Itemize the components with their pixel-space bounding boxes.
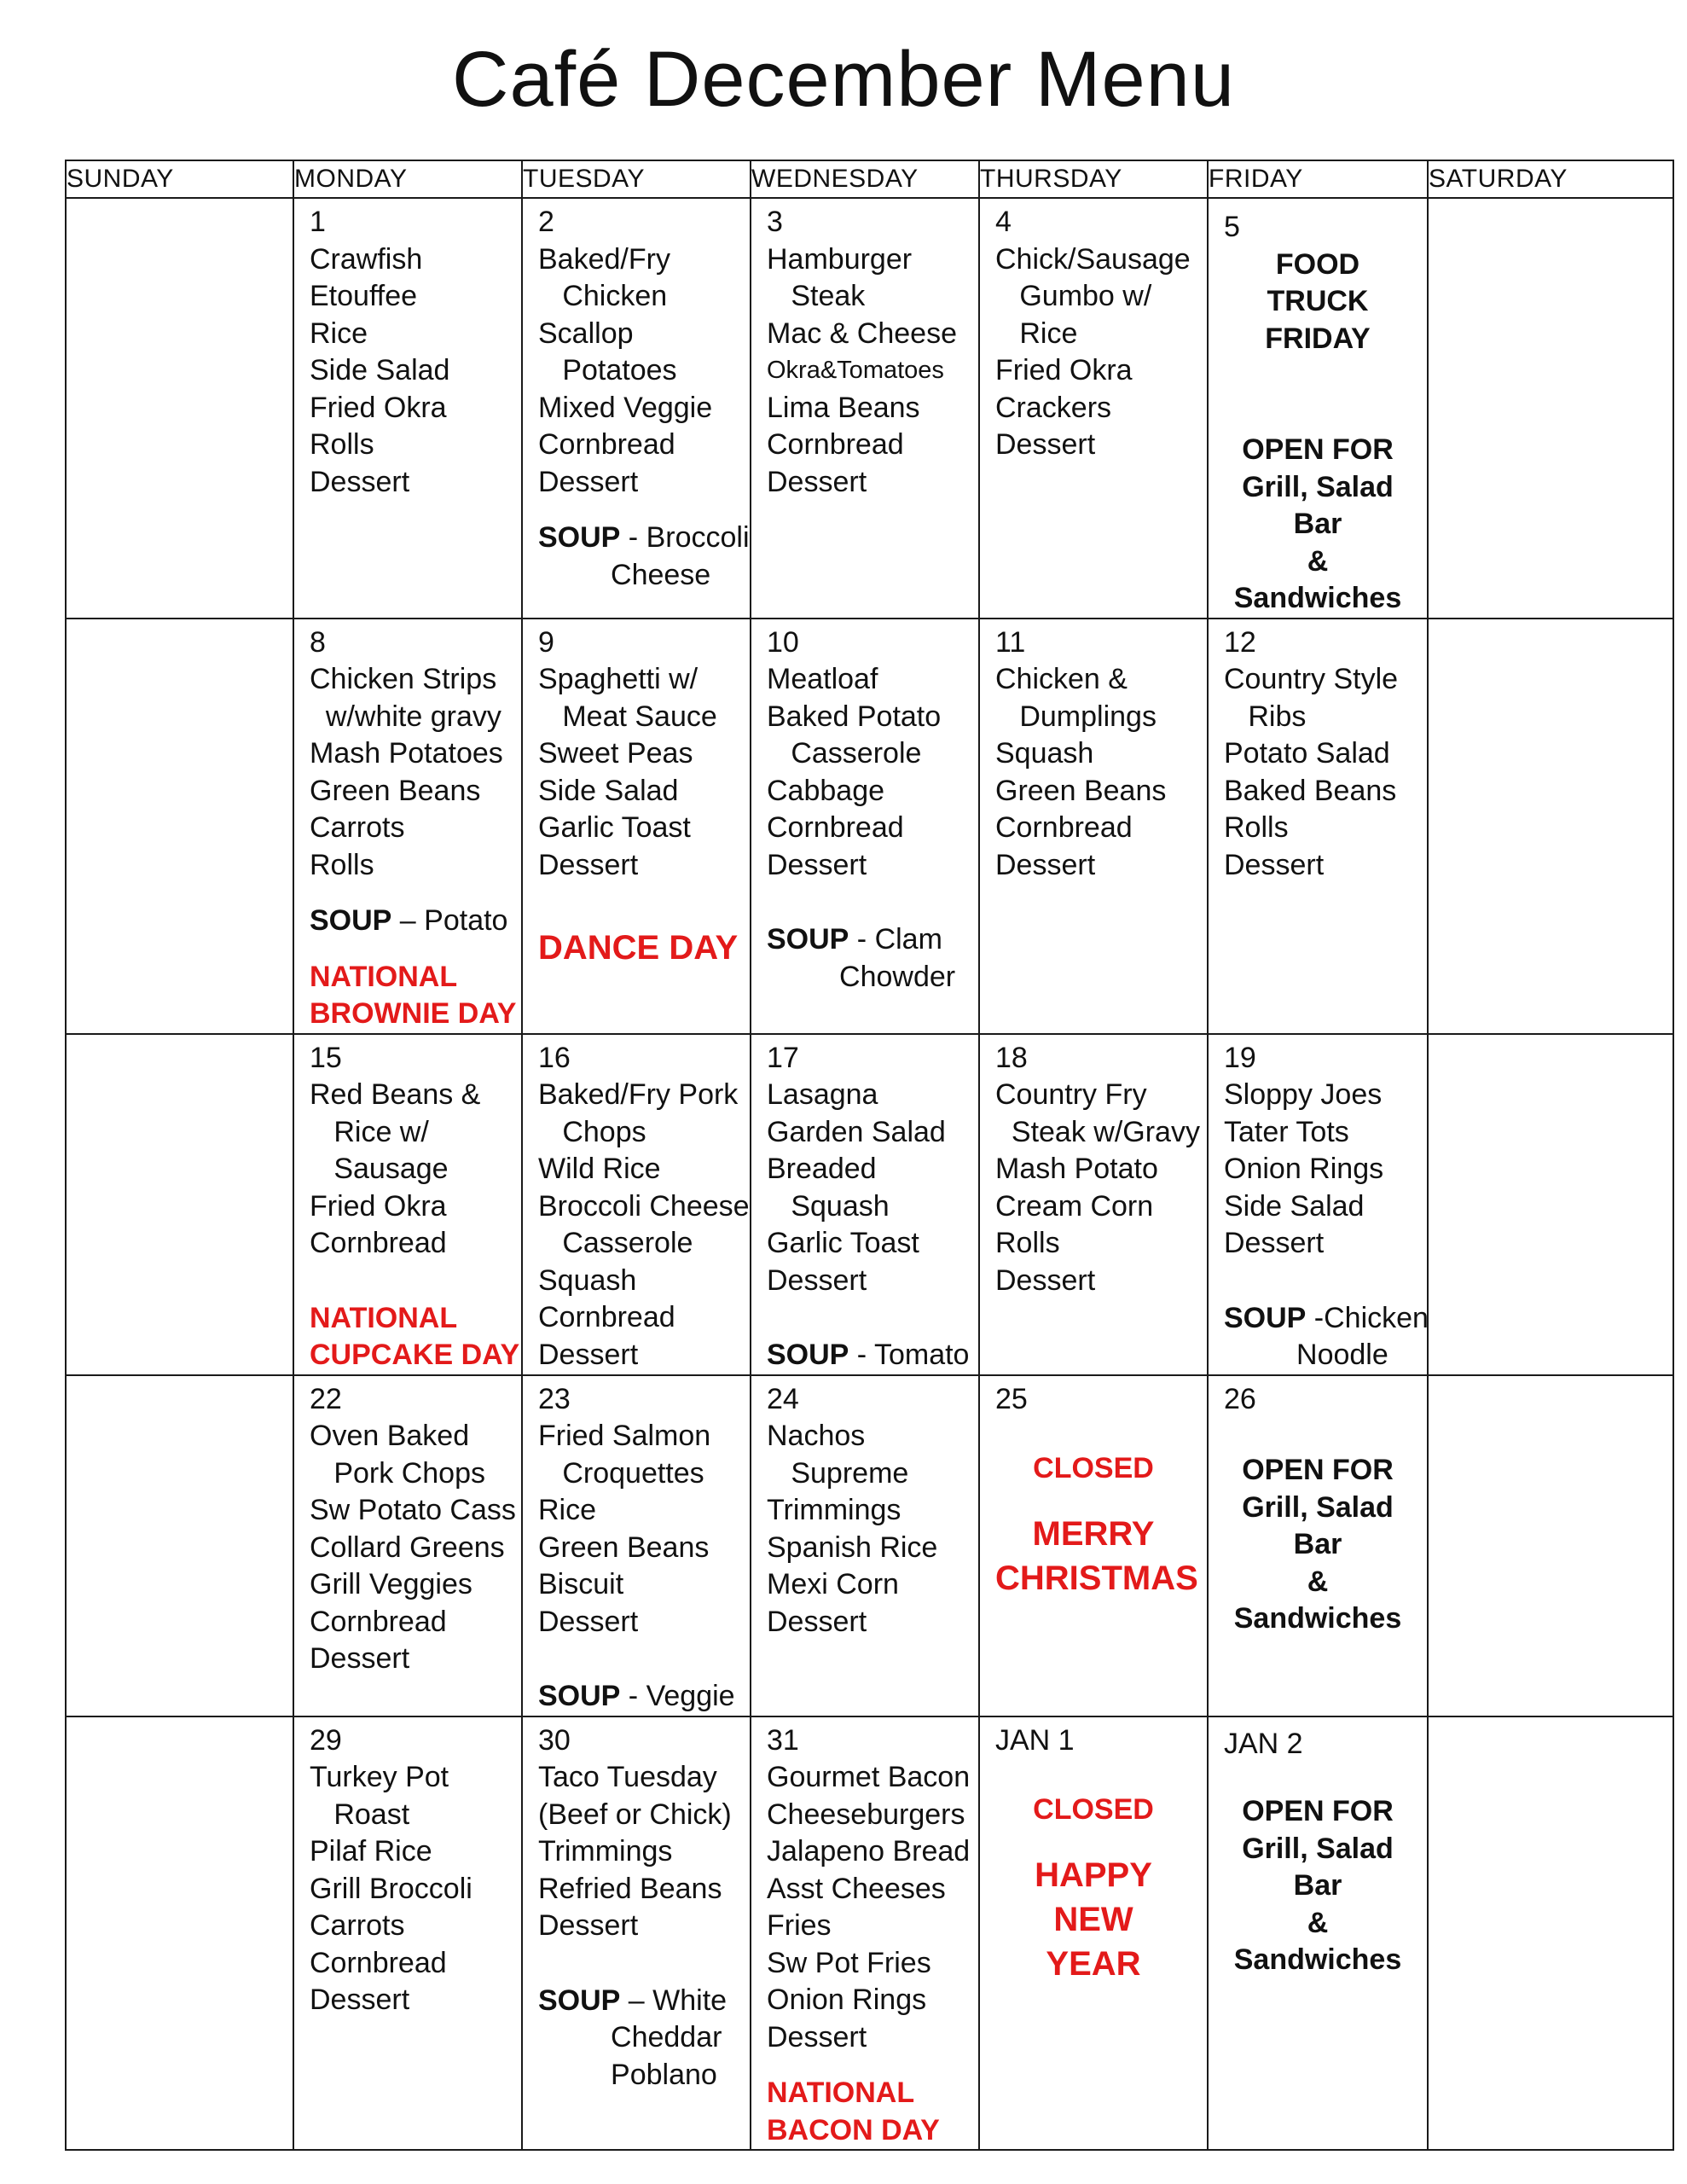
- menu-item: Mash Potatoes: [310, 737, 503, 770]
- menu-item: Dessert: [995, 848, 1096, 881]
- menu-item: Cornbread: [767, 428, 904, 461]
- menu-item: Cornbread: [310, 1946, 447, 1979]
- menu-item: Dessert: [538, 848, 639, 881]
- soup-label: SOUP: [538, 1984, 621, 2017]
- menu-item: Pork Chops: [310, 1456, 485, 1490]
- closed-label: CLOSED: [1033, 1452, 1154, 1484]
- day-cell: [522, 619, 751, 1034]
- soup-line: [538, 520, 750, 557]
- menu-item: Meat Sauce: [538, 700, 717, 733]
- soup-name-cont: Poblano: [538, 2058, 717, 2091]
- day-number: 12: [1224, 625, 1256, 659]
- day-cell: [1208, 1375, 1428, 1716]
- menu-item: Squash: [538, 1263, 637, 1297]
- event-line: BROWNIE DAY: [310, 997, 517, 1030]
- event-line: CUPCAKE DAY: [310, 1339, 520, 1371]
- day-number: 3: [767, 206, 783, 238]
- soup-label: SOUP: [1224, 1301, 1307, 1334]
- day-header-saturday: SATURDAY: [1428, 160, 1673, 198]
- day-cell-empty: [66, 1716, 293, 2151]
- day-cell: [979, 1716, 1208, 2151]
- menu-item: Sw Pot Fries: [767, 1946, 931, 1979]
- day-cell: [293, 198, 522, 619]
- menu-item: Cornbread: [310, 1605, 447, 1638]
- menu-item: Carrots: [310, 1909, 405, 1942]
- menu-item: Grill Broccoli: [310, 1872, 472, 1905]
- menu-item: Cheeseburgers: [767, 1798, 965, 1831]
- menu-item: Mexi Corn: [767, 1568, 899, 1600]
- menu-item: Dessert: [767, 465, 867, 498]
- menu-item: Chicken &: [995, 663, 1128, 695]
- closed-label: CLOSED: [1033, 1793, 1154, 1826]
- menu-item: Chicken: [538, 280, 668, 312]
- week-row: [66, 1716, 1673, 2151]
- menu-item: Dessert: [538, 1605, 639, 1638]
- day-number: JAN 1: [995, 1723, 1075, 1757]
- soup-label: SOUP: [538, 1680, 621, 1712]
- day-cell-empty: [1428, 1375, 1673, 1716]
- menu-item: Potatoes: [538, 354, 677, 386]
- menu-item: Garlic Toast: [538, 811, 691, 844]
- day-cell: [293, 1375, 522, 1716]
- menu-item: Cornbread: [538, 1301, 675, 1333]
- day-cell: [979, 198, 1208, 619]
- menu-item: Cornbread: [310, 1227, 447, 1259]
- soup-line: [538, 1983, 750, 2020]
- announcement-line: FRIDAY: [1265, 322, 1371, 355]
- menu-item: Chops: [538, 1115, 646, 1148]
- day-cell: [1208, 198, 1428, 619]
- day-number: 26: [1224, 1382, 1256, 1415]
- announcement-line: OPEN FOR: [1242, 433, 1394, 466]
- day-number: 10: [767, 625, 799, 659]
- menu-item: Dessert: [767, 1263, 867, 1297]
- menu-item: Cornbread: [538, 428, 675, 461]
- announcement-line: OPEN FOR: [1242, 1795, 1394, 1827]
- day-number: 31: [767, 1723, 799, 1757]
- soup-name: – Potato: [391, 904, 508, 937]
- menu-item: Side Salad: [310, 354, 450, 386]
- week-row: [66, 1034, 1673, 1375]
- day-cell: [979, 1034, 1208, 1375]
- day-number: 17: [767, 1041, 799, 1074]
- day-cell: [522, 198, 751, 619]
- day-cell-empty: [1428, 619, 1673, 1034]
- announcement-line: & Sandwiches: [1233, 1565, 1402, 1635]
- soup-name-cont: Chowder: [767, 960, 956, 993]
- menu-item: Dessert: [767, 1605, 867, 1638]
- holiday-line: MERRY: [1032, 1514, 1155, 1553]
- menu-item: Dessert: [1224, 1227, 1325, 1259]
- menu-item: Steak: [767, 280, 866, 312]
- menu-item: Dessert: [538, 1338, 639, 1371]
- menu-item: Dessert: [310, 465, 410, 498]
- menu-item: Squash: [767, 1189, 890, 1223]
- day-cell: [751, 198, 979, 619]
- menu-item: Rice w/: [310, 1115, 429, 1148]
- menu-item: Fried Salmon: [538, 1420, 711, 1452]
- menu-item: Roast: [310, 1798, 410, 1831]
- soup-label: SOUP: [310, 904, 392, 937]
- day-cell: [979, 619, 1208, 1034]
- day-number: 1: [310, 206, 326, 238]
- day-cell: [1208, 1034, 1428, 1375]
- menu-item: Broccoli Cheese: [538, 1189, 750, 1223]
- announcement-line: Grill, Salad Bar: [1242, 1490, 1394, 1560]
- day-header-tuesday: TUESDAY: [522, 160, 751, 198]
- menu-item: Trimmings: [538, 1835, 673, 1867]
- menu-item: Dessert: [538, 1909, 639, 1942]
- day-number: 29: [310, 1723, 342, 1757]
- menu-item: Sweet Peas: [538, 737, 693, 770]
- soup-name: – White: [620, 1984, 728, 2017]
- menu-item: Oven Baked: [310, 1420, 470, 1452]
- day-number: 25: [995, 1382, 1028, 1415]
- menu-item: Side Salad: [538, 774, 679, 807]
- special-event: [310, 1300, 521, 1374]
- day-cell-empty: [66, 198, 293, 619]
- soup-name: -Chicken: [1306, 1301, 1429, 1334]
- menu-item: Sausage: [310, 1153, 449, 1185]
- day-number: 15: [310, 1041, 342, 1074]
- day-header-thursday: THURSDAY: [979, 160, 1208, 198]
- menu-item: Dessert: [995, 1263, 1096, 1297]
- day-cell: [1208, 1716, 1428, 2151]
- menu-item: Fried Okra: [310, 1189, 447, 1223]
- menu-item: Potato Salad: [1224, 737, 1390, 770]
- day-number: 2: [538, 206, 554, 238]
- special-event: [767, 2075, 978, 2149]
- menu-item: Taco Tuesday: [538, 1761, 717, 1793]
- day-number: JAN 2: [1224, 1727, 1303, 1760]
- menu-item: Lasagna: [767, 1078, 878, 1111]
- menu-item: Rolls: [310, 848, 374, 881]
- day-cell-empty: [1428, 198, 1673, 619]
- day-cell-empty: [66, 619, 293, 1034]
- soup-name: - Veggie: [620, 1680, 735, 1712]
- announcement-line: OPEN FOR: [1242, 1454, 1394, 1486]
- soup-line: [1224, 1300, 1427, 1338]
- menu-item: Baked Beans: [1224, 774, 1397, 807]
- week-row: [66, 1375, 1673, 1716]
- menu-item: Green Beans: [538, 1531, 710, 1564]
- menu-item: Green Beans: [310, 774, 481, 807]
- day-cell: [522, 1034, 751, 1375]
- menu-item: Rolls: [310, 428, 374, 461]
- page-title: Café December Menu: [452, 36, 1235, 123]
- menu-item: Grill Veggies: [310, 1568, 472, 1600]
- day-cell: [751, 1716, 979, 2151]
- menu-item: Lima Beans: [767, 391, 920, 424]
- soup-name: - Tomato: [849, 1339, 970, 1371]
- menu-item: Fried Okra: [995, 354, 1133, 386]
- menu-item: Fried Okra: [310, 391, 447, 424]
- soup-name-cont: Cheese: [538, 558, 711, 591]
- day-number: 30: [538, 1723, 571, 1757]
- menu-item: Country Fry: [995, 1078, 1147, 1111]
- day-header-friday: FRIDAY: [1208, 160, 1428, 198]
- menu-item: Baked Potato: [767, 700, 942, 733]
- soup-label: SOUP: [767, 923, 849, 956]
- menu-item: Garlic Toast: [767, 1227, 919, 1259]
- day-cell: [522, 1716, 751, 2151]
- soup-name: - Broccoli: [620, 521, 750, 554]
- menu-item: Breaded: [767, 1153, 877, 1185]
- menu-item: Tater Tots: [1224, 1115, 1349, 1148]
- menu-item: Cream Corn: [995, 1189, 1154, 1223]
- menu-item: Meatloaf: [767, 663, 878, 695]
- menu-item: Wild Rice: [538, 1153, 661, 1185]
- menu-item: Dessert: [767, 2020, 867, 2053]
- menu-item: Crawfish: [310, 242, 423, 276]
- event-line: NATIONAL: [310, 960, 458, 993]
- week-row: [66, 198, 1673, 619]
- event-line: NATIONAL: [310, 1301, 458, 1334]
- menu-item: Dessert: [310, 1642, 410, 1675]
- menu-item: Spanish Rice: [767, 1531, 938, 1564]
- menu-item: Green Beans: [995, 774, 1167, 807]
- menu-item: Ribs: [1224, 700, 1307, 733]
- day-header-sunday: SUNDAY: [66, 160, 293, 198]
- event-line: NATIONAL: [767, 2077, 915, 2109]
- day-cell-empty: [66, 1375, 293, 1716]
- day-number: 4: [995, 206, 1012, 238]
- menu-item: Cornbread: [995, 811, 1133, 844]
- day-number: 23: [538, 1382, 571, 1415]
- menu-item: Supreme: [767, 1456, 909, 1490]
- day-cell-empty: [66, 1034, 293, 1375]
- day-number: 11: [995, 625, 1026, 659]
- menu-item: Carrots: [310, 811, 405, 844]
- holiday-line: CHRISTMAS: [995, 1559, 1198, 1597]
- day-cell: [522, 1375, 751, 1716]
- menu-item: Turkey Pot: [310, 1761, 449, 1793]
- announcement-line: Grill, Salad Bar: [1242, 470, 1394, 540]
- soup-name-cont: Noodle: [1224, 1339, 1388, 1371]
- menu-item: Chicken Strips: [310, 663, 497, 695]
- menu-item: Scallop: [538, 317, 634, 350]
- menu-item: Cornbread: [767, 811, 904, 844]
- soup-label: SOUP: [538, 521, 621, 554]
- menu-item: Asst Cheeses: [767, 1872, 946, 1905]
- event-line: BACON DAY: [767, 2113, 940, 2146]
- menu-item: Dessert: [995, 428, 1096, 461]
- menu-item: Pilaf Rice: [310, 1835, 432, 1867]
- day-cell: [293, 619, 522, 1034]
- soup-line: [310, 903, 521, 940]
- day-header-monday: MONDAY: [293, 160, 522, 198]
- menu-item: Trimmings: [767, 1494, 901, 1526]
- menu-item: Baked/Fry Pork: [538, 1078, 739, 1111]
- menu-item: Rolls: [995, 1227, 1060, 1259]
- day-cell: [751, 1375, 979, 1716]
- day-number: 18: [995, 1041, 1028, 1074]
- menu-item: Mixed Veggie: [538, 391, 713, 424]
- day-number: 5: [1224, 211, 1240, 243]
- menu-item: Mash Potato: [995, 1153, 1158, 1185]
- menu-item: Jalapeno Bread: [767, 1835, 971, 1867]
- day-cell: [751, 1034, 979, 1375]
- menu-item: Gourmet Bacon: [767, 1761, 971, 1793]
- menu-item: Onion Rings: [767, 1984, 927, 2016]
- menu-item: Fries: [767, 1909, 832, 1942]
- day-number: 22: [310, 1382, 342, 1415]
- menu-item: Red Beans &: [310, 1078, 481, 1111]
- menu-item: Squash: [995, 737, 1094, 770]
- menu-item: Sw Potato Cass: [310, 1494, 516, 1526]
- menu-calendar: [65, 160, 1674, 2151]
- soup-name: - Clam: [849, 923, 942, 956]
- day-number: 19: [1224, 1041, 1256, 1074]
- menu-item: Okra&Tomatoes: [767, 357, 944, 384]
- menu-item: (Beef or Chick): [538, 1798, 732, 1831]
- menu-item: Steak w/Gravy: [995, 1115, 1200, 1148]
- menu-item: Side Salad: [1224, 1189, 1365, 1223]
- menu-item: Spaghetti w/: [538, 663, 699, 695]
- menu-item: Gumbo w/: [995, 280, 1152, 312]
- menu-item: Etouffee: [310, 280, 418, 312]
- announcement-line: FOOD TRUCK: [1267, 247, 1369, 317]
- menu-item: Biscuit: [538, 1568, 624, 1600]
- menu-item: Dessert: [310, 1984, 410, 2016]
- menu-item: Mac & Cheese: [767, 317, 957, 350]
- week-row: [66, 619, 1673, 1034]
- menu-item: Rice: [995, 317, 1078, 350]
- day-cell: [293, 1034, 522, 1375]
- menu-item: Country Style: [1224, 663, 1399, 695]
- soup-name-cont: Cheddar: [538, 2021, 722, 2053]
- day-cell: [751, 619, 979, 1034]
- menu-item: Dessert: [767, 848, 867, 881]
- day-cell: [979, 1375, 1208, 1716]
- day-number: 16: [538, 1041, 571, 1074]
- day-header-row: [66, 160, 1673, 198]
- announcement-line: & Sandwiches: [1233, 1906, 1402, 1976]
- menu-item: Rolls: [1224, 811, 1289, 844]
- menu-item: Cabbage: [767, 774, 885, 807]
- menu-item: Nachos: [767, 1420, 866, 1452]
- menu-item: Chick/Sausage: [995, 242, 1191, 276]
- menu-item: Rice: [310, 317, 368, 350]
- menu-item: Dessert: [538, 465, 639, 498]
- menu-item: w/white gravy: [310, 700, 501, 733]
- menu-item: Dumplings: [995, 700, 1157, 733]
- soup-label: SOUP: [767, 1339, 849, 1371]
- soup-line: [767, 1337, 978, 1374]
- special-event: [310, 959, 521, 1033]
- day-number: 9: [538, 625, 554, 659]
- menu-item: Refried Beans: [538, 1872, 722, 1905]
- menu-item: Casserole: [538, 1227, 693, 1259]
- announcement-line: & Sandwiches: [1233, 544, 1402, 614]
- menu-item: Hamburger: [767, 242, 913, 276]
- special-event: DANCE DAY: [538, 929, 739, 967]
- holiday-line: YEAR: [1046, 1944, 1141, 1983]
- day-number: 8: [310, 625, 326, 659]
- menu-item: Onion Rings: [1224, 1153, 1384, 1185]
- announcement-line: Grill, Salad Bar: [1242, 1832, 1394, 1902]
- day-cell-empty: [1428, 1034, 1673, 1375]
- menu-item: Collard Greens: [310, 1531, 505, 1564]
- soup-line: [538, 1678, 750, 1716]
- menu-item: Crackers: [995, 391, 1112, 424]
- holiday-line: HAPPY NEW: [1035, 1856, 1152, 1938]
- day-header-wednesday: WEDNESDAY: [751, 160, 979, 198]
- menu-item: Garden Salad: [767, 1115, 946, 1148]
- menu-item: Casserole: [767, 737, 922, 770]
- day-cell-empty: [1428, 1716, 1673, 2151]
- menu-item: Baked/Fry: [538, 242, 670, 276]
- soup-line: [767, 921, 978, 959]
- menu-item: Sloppy Joes: [1224, 1078, 1383, 1111]
- menu-item: Croquettes: [538, 1456, 704, 1490]
- day-number: 24: [767, 1382, 799, 1415]
- day-cell: [1208, 619, 1428, 1034]
- menu-item: Rice: [538, 1494, 597, 1526]
- menu-item: Dessert: [1224, 848, 1325, 881]
- day-cell: [293, 1716, 522, 2151]
